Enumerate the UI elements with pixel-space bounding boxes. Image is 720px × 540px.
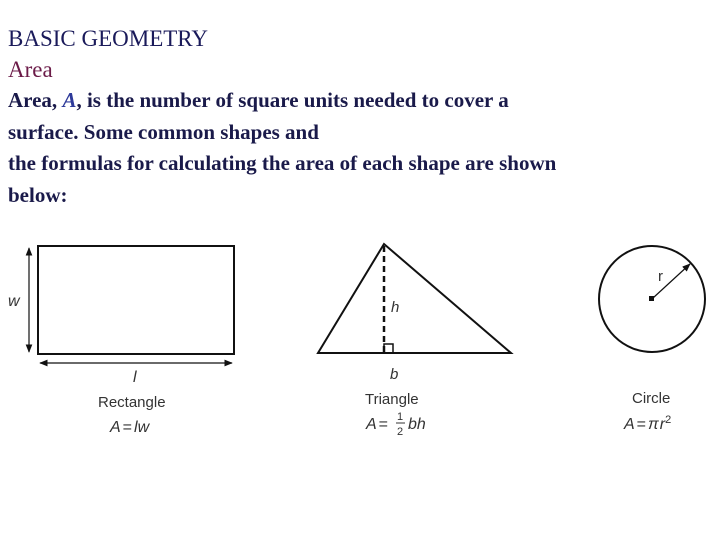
right-angle-marker	[384, 344, 393, 353]
triangle-formula-prefix	[365, 416, 388, 433]
shapes-diagram	[0, 232, 720, 452]
circle-formula-r: r	[659, 416, 666, 433]
intro-paragraph	[8, 85, 712, 211]
rectangle-outline	[38, 246, 234, 354]
triangle-name: Triangle	[365, 391, 419, 408]
intro-line-4: below:	[8, 182, 68, 207]
shapes-figure	[0, 232, 720, 452]
circle-formula-pi: π	[648, 416, 659, 433]
rectangle-formula	[109, 419, 151, 436]
intro-part-2: , is the number of square units needed to cover a	[76, 88, 509, 112]
triangle-base-label: b	[390, 366, 399, 383]
triangle-height-label: h	[391, 299, 400, 316]
intro-line-1	[8, 85, 712, 117]
triangle-fraction-denominator: 2	[397, 426, 404, 438]
circle-shape	[599, 246, 705, 433]
triangle-formula-eq: =	[378, 416, 389, 433]
triangle-outline	[318, 244, 511, 353]
slide-subtitle: Area	[8, 57, 53, 82]
rectangle-formula-lhs: A	[110, 419, 121, 436]
rectangle-shape	[8, 246, 234, 436]
rectangle-length-label: l	[133, 369, 137, 386]
rectangle-name: Rectangle	[98, 394, 166, 411]
rectangle-formula-eq: =	[122, 419, 133, 436]
circle-formula-eq: =	[636, 416, 647, 433]
triangle-fraction-numerator: 1	[397, 411, 404, 423]
intro-part-1: Area,	[8, 88, 63, 112]
circle-formula-lhs: A	[624, 416, 635, 433]
triangle-formula-lhs: A	[366, 416, 377, 433]
circle-radius-label: r	[658, 268, 663, 285]
area-variable: A	[62, 88, 77, 112]
circle-formula	[623, 414, 671, 433]
circle-formula-exponent: 2	[665, 414, 672, 426]
circle-center-dot	[649, 296, 654, 301]
rectangle-formula-rhs: lw	[134, 419, 150, 436]
intro-line-2: surface. Some common shapes and	[8, 119, 319, 144]
triangle-formula-rhs: bh	[408, 416, 426, 433]
intro-line-3: the formulas for calculating the area of each shape are shown	[8, 151, 557, 175]
rectangle-width-label: w	[8, 293, 20, 310]
circle-name: Circle	[632, 390, 671, 407]
triangle-shape	[318, 244, 511, 438]
slide-heading: BASIC GEOMETRY	[8, 26, 208, 51]
